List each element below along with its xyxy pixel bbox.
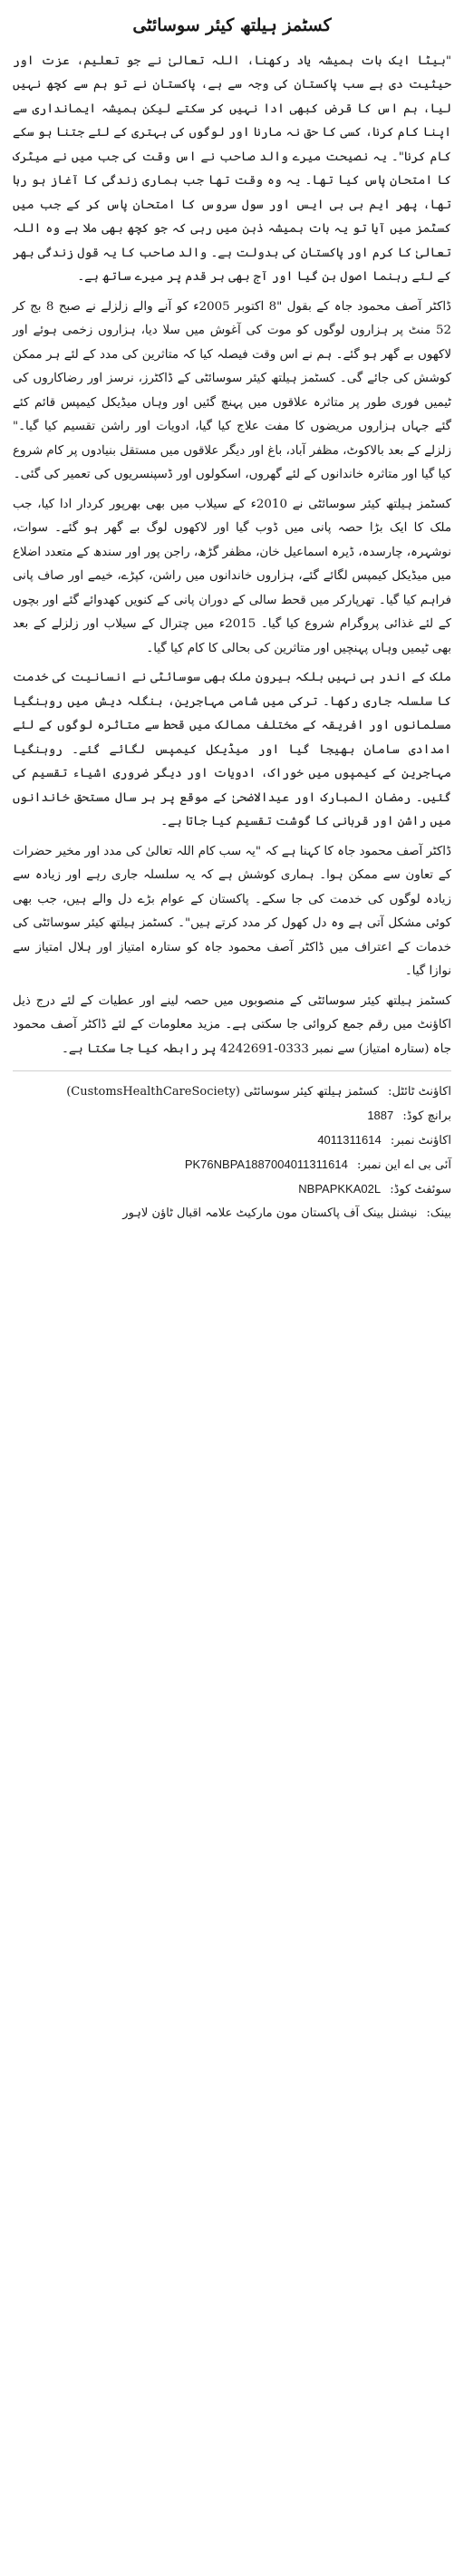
iban-value: PK76NBPA1887004011311614 xyxy=(184,1157,348,1172)
bank-account-details xyxy=(13,1080,451,1225)
account-title-value: کسٹمز ہیلتھ کیئر سوسائٹی (CustomsHealthCareSociety) xyxy=(66,1085,379,1099)
branch-code-row xyxy=(13,1104,451,1128)
article-paragraph-6: کسٹمز ہیلتھ کیئر سوسائٹی کے منصوبوں میں حصہ لینے اور عطیات کے لئے درج ذیل اکاؤنٹ میں رقم جمع کروائی جا سکتی ہے۔ مزید معلومات کے لئے ڈاکٹر آصف محمود جاہ (ستارہ امتیاز) سے نمبر 0333-4242691 پر رابطہ کیا جا سکتا ہے۔ xyxy=(13,993,451,1056)
account-title-row xyxy=(13,1080,451,1104)
swift-code-value: NBPAPKKA02L xyxy=(298,1182,382,1196)
iban-label: آئی بی اے این نمبر: xyxy=(356,1158,451,1173)
bank-name-row xyxy=(13,1202,451,1225)
bank-name-label: بینک: xyxy=(426,1206,451,1221)
account-title-label: اکاؤنٹ ٹائٹل: xyxy=(388,1085,451,1099)
article-body xyxy=(13,50,451,1062)
swift-code-label: سوئفٹ کوڈ: xyxy=(390,1183,451,1197)
iban-row xyxy=(13,1153,451,1177)
article-paragraph-5: ڈاکٹر آصف محمود جاہ کا کہنا ہے کہ "یہ سب کام اللہ تعالیٰ کی مدد اور مخیر حضرات کے تعاون سے ممکن ہوا۔ ہماری کوشش ہے کہ یہ سلسلہ جاری رہے اور زیادہ سے زیادہ لوگوں کی خدمت کی جا سکے۔ پاکستان کے عوام بڑے دل والے ہیں، جب بھی کوئی مشکل آتی ہے وہ دل کھول کر مدد کرتے ہیں"۔ کسٹمز ہیلتھ کیئر سوسائٹی کی خدمات کے اعتراف میں ڈاکٹر آصف محمود جاہ کو ستارہ امتیاز اور ہلال امتیاز سے نوازا گیا۔ xyxy=(13,844,451,979)
account-number-label: اکاؤنٹ نمبر: xyxy=(390,1134,451,1148)
branch-code-label: برانچ کوڈ: xyxy=(402,1109,451,1124)
article-title: کسٹمز ہیلتھ کیئر سوسائٹی xyxy=(132,15,332,35)
bank-name-value: نیشنل بینک آف پاکستان مون مارکیٹ علامہ اقبال ٹاؤن لاہور xyxy=(122,1206,418,1221)
article-paragraph-2: ڈاکٹر آصف محمود جاہ کے بقول "8 اکتوبر 2005ء کو آنے والے زلزلے نے صبح 8 بج کر 52 منٹ پر ہزاروں لوگوں کو موت کی آغوش میں سلا دیا، ہزاروں زخمی ہوئے اور لاکھوں بے گھر ہو گئے۔ ہم نے اس وقت فیصلہ کیا کہ متاثرین کی مدد کے لئے ہر ممکن کوشش کی جائے گی۔ کسٹمز ہیلتھ کیئر سوسائٹی کے ڈاکٹرز، نرسز اور رضاکاروں کی ٹیمیں فوری طور پر متاثرہ علاقوں میں پہنچ گئیں اور وہاں میڈیکل کیمپس قائم کئے گئے جہاں ہزاروں مریضوں کا مفت علاج کیا گیا، ادویات اور راشن تقسیم کیا گیا۔" زلزلے کے بعد بالاکوٹ، مظفر آباد، باغ اور دیگر علاقوں میں مستقل بنیادوں پر کام شروع کیا گیا اور متاثرہ خاندانوں کے لئے گھروں، اسکولوں اور ڈسپنسریوں کی تعمیر کی گئی۔ xyxy=(13,299,452,482)
account-number-value: 4011311614 xyxy=(317,1133,382,1148)
swift-code-row xyxy=(13,1177,451,1202)
article-paragraph-1: "بیٹا ایک بات ہمیشہ یاد رکھنا، اللہ تعالیٰ نے جو تعلیم، عزت اور حیثیت دی ہے سب پاکستان کی وجہ سے ہے، پاکستان نے تو ہم سے کچھ نہیں لیا، ہم اس کا قرض کبھی ادا نہیں کر سکتے لیکن ہمیشہ ایمانداری سے اپنا کام کرنا، کسی کا حق نہ مارنا اور لوگوں کی بہتری کے لئے جتنا ہو سکے کام کرنا"۔ یہ نصیحت میرے والد صاحب نے اس وقت کی جب میں نے میٹرک کا امتحان پاس کیا تھا۔ یہ وہ وقت تھا جب ہماری زندگی کا آغاز ہو رہا تھا، پھر ایم بی بی ایس اور سول سروس کا امتحان پاس کر کے جب میں کسٹمز میں آیا تو یہ بات ہمیشہ ذہن میں رہی کہ جو کچھ بھی ملا ہے وہ اللہ تعالیٰ کا کرم اور پاکستان کی بدولت ہے۔ والد صاحب کا یہ قول زندگی بھر کے لئے رہنما اصول بن گیا اور آج بھی ہر قدم پر میرے ساتھ ہے۔ xyxy=(13,53,451,285)
section-divider xyxy=(13,1070,451,1071)
branch-code-value: 1887 xyxy=(367,1109,394,1123)
article-paragraph-4: ملک کے اندر ہی نہیں بلکہ بیرون ملک بھی سوسائٹی نے انسانیت کی خدمت کا سلسلہ جاری رکھا۔ ترکی میں شامی مہاجرین، بنگلہ دیش میں روہنگیا مسلمانوں اور افریقہ کے مختلف ممالک میں قحط سے متاثرہ لوگوں کے لئے امدادی سامان بھیجا گیا اور میڈیکل کیمپس لگائے گئے۔ روہنگیا مہاجرین کے کیمپوں میں خوراک، ادویات اور دیگر ضروری اشیاء تقسیم کی گئیں۔ رمضان المبارک اور عیدالاضحیٰ کے موقع پر ہر سال مستحق خاندانوں میں راشن اور قربانی کا گوشت تقسیم کیا جاتا ہے۔ xyxy=(13,671,451,829)
article-paragraph-3: کسٹمز ہیلتھ کیئر سوسائٹی نے 2010ء کے سیلاب میں بھی بھرپور کردار ادا کیا، جب ملک کا ایک بڑا حصہ پانی میں ڈوب گیا اور لاکھوں لوگ بے گھر ہو گئے۔ سوات، نوشہرہ، چارسدہ، ڈیرہ اسماعیل خان، مظفر گڑھ، راجن پور اور سندھ کے متعدد اضلاع میں میڈیکل کیمپس لگائے گئے، ہزاروں خاندانوں میں راشن، کپڑے، خیمے اور صاف پانی فراہم کیا گیا۔ تھرپارکر میں قحط سالی کے دوران پانی کے کنویں کھدوائے گئے اور بچوں کے لئے غذائی پروگرام شروع کیا گیا۔ 2015ء میں چترال کے سیلاب اور زلزلے کے بعد بھی ٹیمیں وہاں پہنچیں اور متاثرین کی بحالی کا کام کیا گیا۔ xyxy=(13,497,451,655)
account-number-row xyxy=(13,1128,451,1153)
